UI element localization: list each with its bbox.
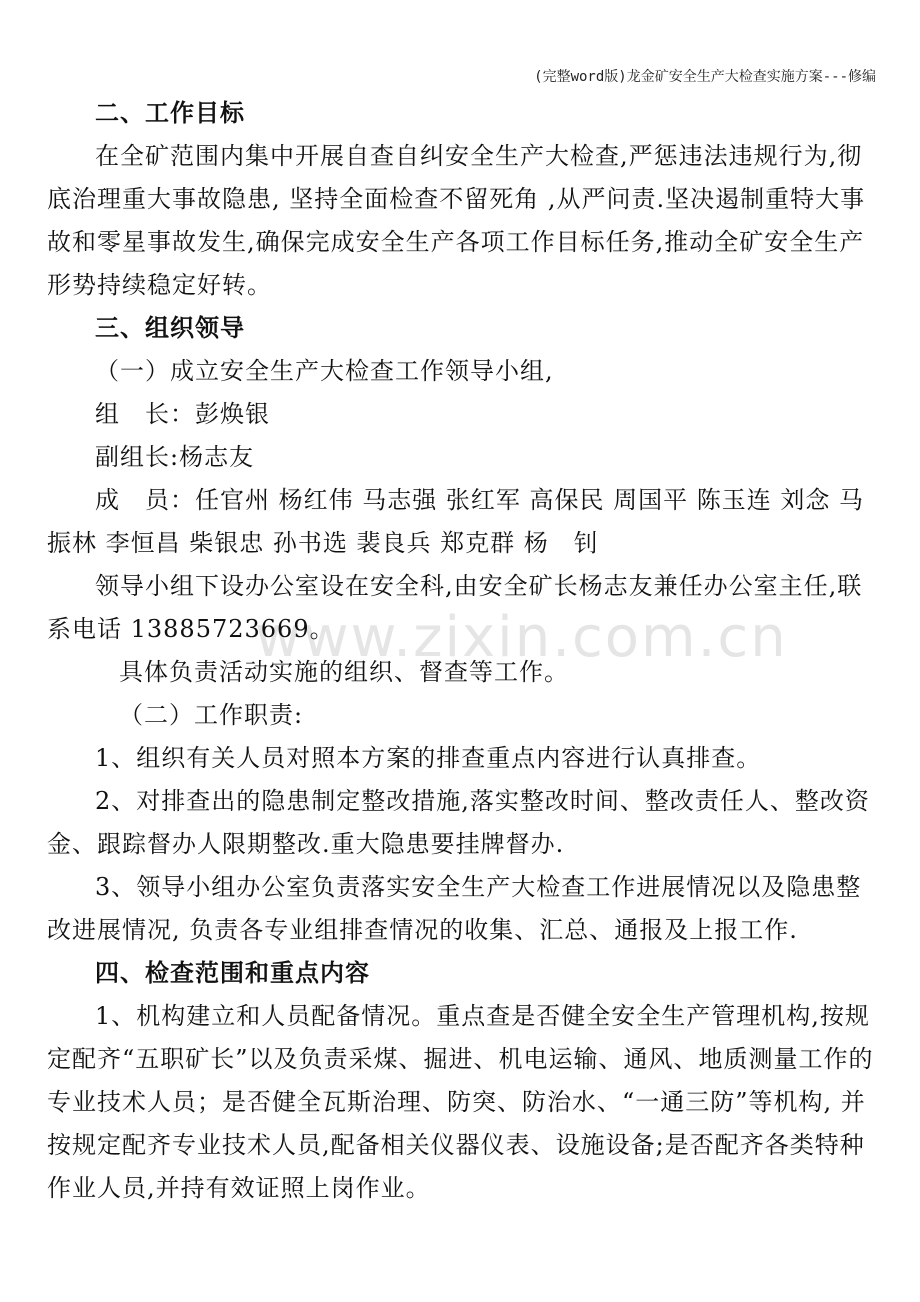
document-header: (完整word版)龙金矿安全生产大检查实施方案---修编 [534, 69, 876, 85]
document-body [47, 92, 883, 1210]
duty-item-3: 3、领导小组办公室负责落实安全生产大检查工作进展情况以及隐患整改进展情况, 负责各专业组排查情况的收集、汇总、通报及上报工作. [47, 873, 862, 944]
section-2-paragraph: 在全矿范围内集中开展自查自纠安全生产大检查,严惩违法违规行为,彻底治理重大事故隐患, 坚持全面检查不留死角 ,从严问责.坚决遏制重特大事故和零星事故发生,确保完成安全生产各项工作目标任务,推动全矿安全生产形势持续稳定好转。 [47, 142, 866, 299]
group-leader: 组 长：彭焕银 [95, 400, 270, 428]
duty-item-1: 1、组织有关人员对照本方案的排查重点内容进行认真排查。 [95, 744, 762, 772]
section-3-title: 三、组织领导 [95, 314, 245, 342]
watermark: www.zixin.com.cn [255, 605, 788, 670]
section-4-paragraph: 1、机构建立和人员配备情况。重点查是否健全安全生产管理机构,按规定配齐“五职矿长”以及负责采煤、掘进、机电运输、通风、地质测量工作的专业技术人员；是否健全瓦斯治理、防突、防治水、“一通三防”等机构, 并按规定配齐专业技术人员,配备相关仪器仪表、设施设备;是否配齐各类特种作业人员,并持有效证照上岗作业。 [47, 1002, 874, 1202]
section-2-title: 二、工作目标 [95, 99, 245, 127]
section-4-title: 四、检查范围和重点内容 [95, 959, 370, 987]
group-members: 成 员：任官州 杨红伟 马志强 张红军 高保民 周国平 陈玉连 刘念 马振林 李恒昌 柴银忠 孙书选 裴良兵 郑克群 杨 钊 [47, 486, 865, 557]
subsection-1-title: （一）成立安全生产大检查工作领导小组, [95, 357, 554, 385]
subsection-2-title: （二）工作职责: [119, 701, 304, 729]
duty-item-2: 2、对排查出的隐患制定整改措施,落实整改时间、整改责任人、整改资金、跟踪督办人限期整改.重大隐患要挂牌督办. [47, 787, 870, 858]
office-paragraph: 领导小组下设办公室设在安全科,由安全矿长杨志友兼任办公室主任,联系电话 13885723669。 [47, 572, 863, 643]
office-duty: 具体负责活动实施的组织、督查等工作。 [119, 658, 569, 686]
group-deputy: 副组长:杨志友 [95, 443, 255, 471]
